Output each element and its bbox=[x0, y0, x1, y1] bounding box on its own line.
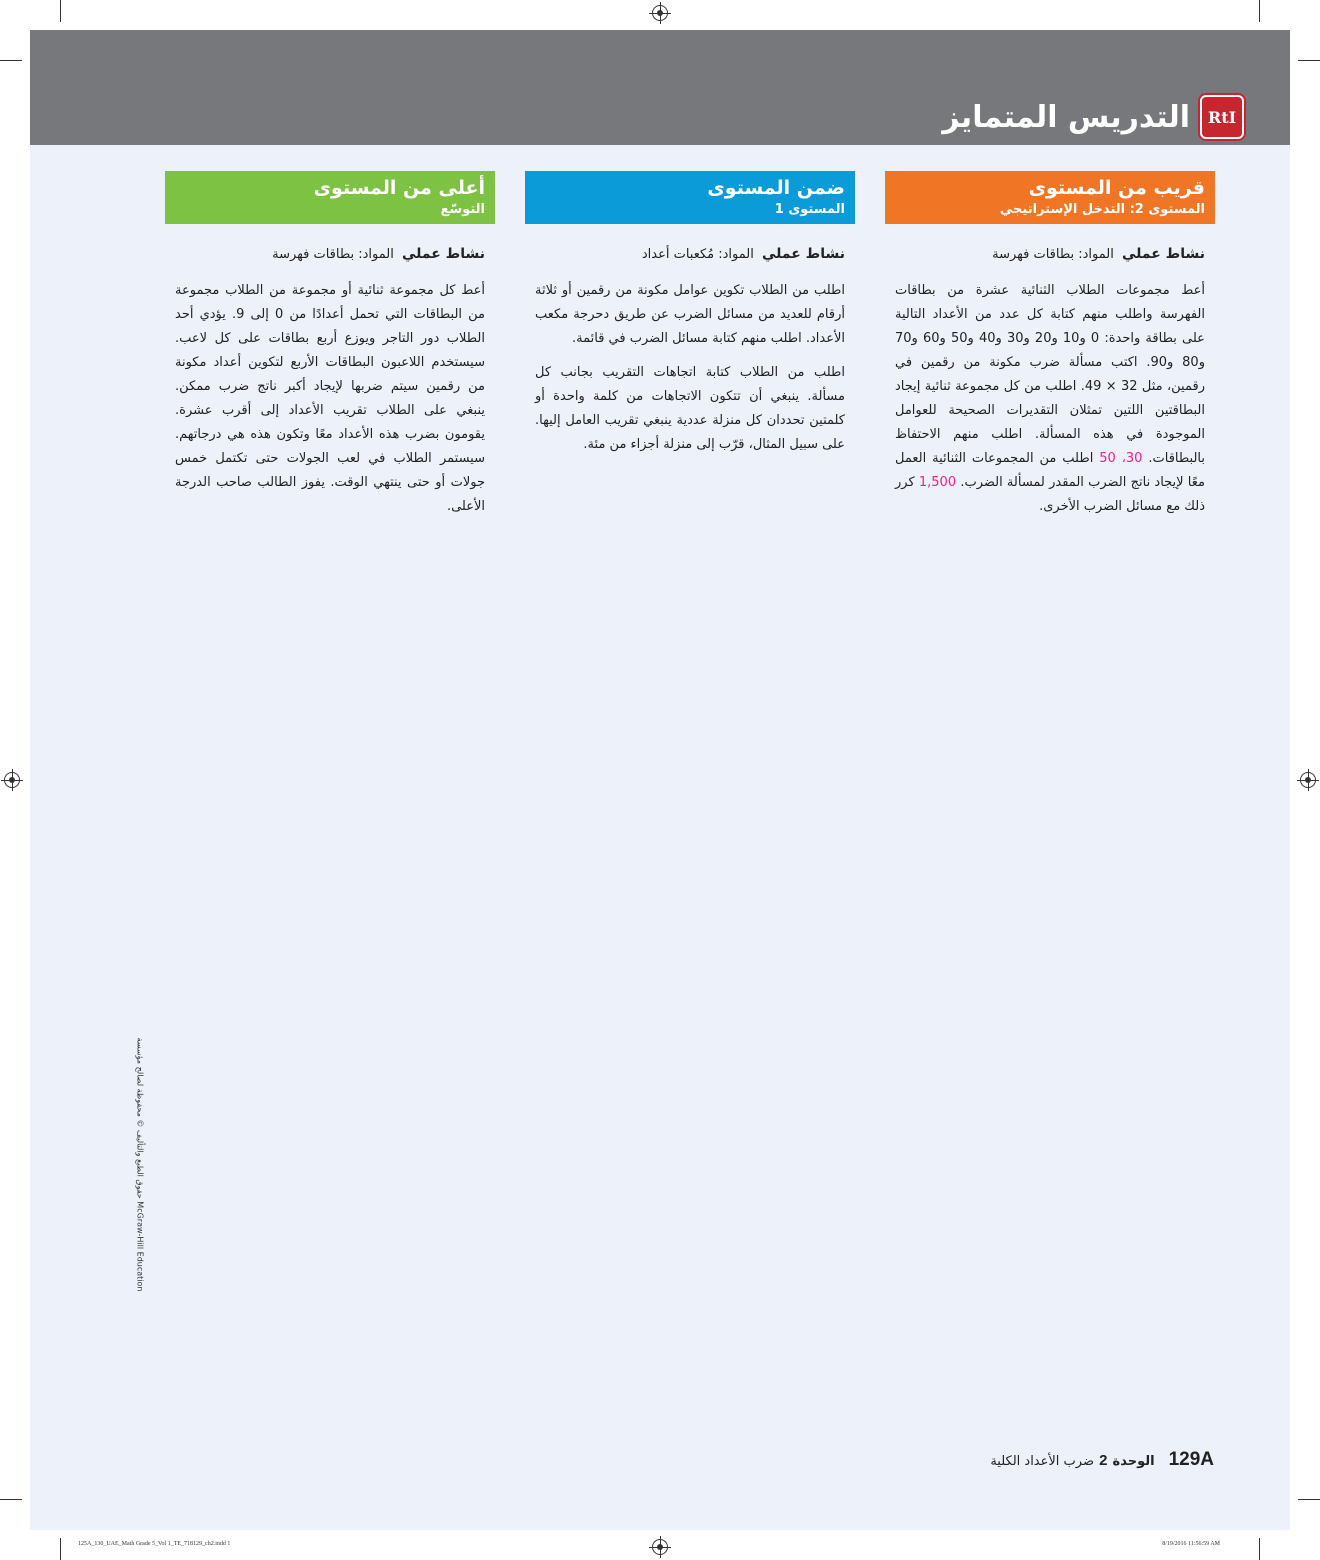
activity-paragraph: اطلب من الطلاب تكوين عوامل مكونة من رقمين أو ثلاثة أرقام للعديد من مسائل الضرب عن طريق دحرجة مكعب الأعداد. اطلب منهم كتابة مسائل الضرب في قائمة. bbox=[535, 283, 845, 346]
crop-mark bbox=[0, 60, 22, 61]
crop-mark bbox=[1298, 60, 1320, 61]
activity-line bbox=[535, 242, 845, 267]
activity-paragraph: اطلب من الطلاب كتابة اتجاهات التقريب بجانب كل مسألة. ينبغي أن تتكون الاتجاهات من كلمة واحدة أو كلمتين تحددان كل منزلة عددية ينبغي تقريب العامل إليها. على سبيل المثال، قرّب إلى منزلة أجزاء من مئة. bbox=[535, 365, 845, 452]
unit-label: الوحدة bbox=[1112, 1454, 1155, 1469]
column-beyond-level bbox=[165, 171, 495, 529]
crop-mark bbox=[60, 0, 61, 22]
registration-mark-icon bbox=[652, 1539, 668, 1555]
page-footer bbox=[990, 1449, 1214, 1471]
crop-mark bbox=[1259, 0, 1260, 22]
crop-mark bbox=[0, 1499, 22, 1500]
header-title-group bbox=[942, 95, 1244, 139]
column-title: ضمن المستوى bbox=[707, 177, 845, 199]
column-on-level bbox=[525, 171, 855, 467]
unit-number: 2 bbox=[1099, 1452, 1108, 1469]
print-slug-file: 125A_130_UAE_Math Grade 5_Vol 1_TE_718129_ch2.indd 1 bbox=[78, 1541, 231, 1547]
crop-mark bbox=[1298, 1499, 1320, 1500]
column-title: أعلى من المستوى bbox=[313, 177, 485, 199]
unit-info bbox=[990, 1450, 1154, 1469]
paragraph-text: أعط مجموعات الطلاب الثنائية عشرة من بطاقات الفهرسة واطلب منهم كتابة كل عدد من الأعداد التالية على بطاقة واحدة: 0 و10 و20 و30 و40 و50 و60 و70 و80 و90. اكتب مسألة ضرب مكونة من رقمين في رقمين، مثل 32 × 49. اطلب من كل مجموعة ثنائية إيجاد البطاقتين اللتين تمثلان التقديرات الصحيحة للعوامل الموجودة في هذه المسألة. اطلب منهم الاحتفاظ بالبطاقات. bbox=[895, 283, 1206, 466]
paragraph-text: اطلب من المجموعات الثنائية العمل معًا لإيجاد ناتج الضرب المقدر لمسألة الضرب. bbox=[895, 451, 1205, 490]
column-header bbox=[525, 171, 855, 224]
column-subtitle: التوسّع bbox=[440, 202, 485, 217]
column-title: قريب من المستوى bbox=[1028, 177, 1205, 199]
column-body bbox=[165, 224, 495, 519]
activity-label: نشاط عملي bbox=[1121, 246, 1205, 262]
column-approaching-level bbox=[885, 171, 1215, 529]
registration-mark-icon bbox=[1300, 772, 1316, 788]
column-subtitle: المستوى 1 bbox=[774, 202, 845, 217]
materials-text: المواد: بطاقات فهرسة bbox=[272, 247, 394, 262]
crop-mark bbox=[60, 1538, 61, 1560]
column-header bbox=[885, 171, 1215, 224]
activity-paragraph bbox=[895, 279, 1205, 519]
activity-label: نشاط عملي bbox=[761, 246, 845, 262]
highlighted-estimate: 30، 50 bbox=[1099, 451, 1143, 466]
column-header bbox=[165, 171, 495, 224]
column-subtitle: المستوى 2: التدخل الإستراتيجي bbox=[999, 202, 1205, 217]
materials-text: المواد: بطاقات فهرسة bbox=[992, 247, 1114, 262]
activity-paragraph: أعط كل مجموعة ثنائية أو مجموعة من الطلاب مجموعة من البطاقات التي تحمل أعدادًا من 0 إلى 9. يؤدي أحد الطلاب دور التاجر ويوزع أربع بطاقات على كل لاعب. سيستخدم اللاعبون البطاقات الأربع لتكوين أعداد مكونة من رقمين سيتم ضربها لإيجاد أكبر ناتج ضرب ممكن. ينبغي على الطلاب تقريب الأعداد إلى أقرب عشرة. يقومون بضرب هذه الأعداد معًا وتكون هذه هي درجاتهم. سيستمر الطلاب في لعب الجولات حتى تكتمل خمس جولات أو حتى ينتهي الوقت. يفوز الطالب صاحب الدرجة الأعلى. bbox=[175, 283, 485, 514]
column-body bbox=[885, 224, 1215, 519]
registration-mark-icon bbox=[4, 772, 20, 788]
registration-mark-icon bbox=[652, 5, 668, 21]
page-title: التدريس المتمايز bbox=[942, 99, 1190, 135]
highlighted-product: 1,500 bbox=[918, 475, 957, 490]
activity-line bbox=[895, 242, 1205, 267]
materials-text: المواد: مُكعبات أعداد bbox=[641, 247, 754, 262]
paragraph-text: كرر ذلك مع مسائل الضرب الأخرى. bbox=[895, 475, 1205, 514]
rti-badge-icon: RtI bbox=[1200, 95, 1244, 139]
page-number: 129A bbox=[1168, 1449, 1214, 1470]
activity-label: نشاط عملي bbox=[401, 246, 485, 262]
copyright-notice: حقوق الطبع والتأليف © محفوظة لصالح مؤسسة McGraw-Hill Education bbox=[135, 1037, 145, 1292]
print-slug-datetime: 8/19/2016 11:56:59 AM bbox=[1162, 1541, 1220, 1547]
unit-title: ضرب الأعداد الكلية bbox=[990, 1454, 1094, 1469]
crop-mark bbox=[1259, 1538, 1260, 1560]
activity-line bbox=[175, 242, 485, 267]
column-body bbox=[525, 224, 855, 457]
